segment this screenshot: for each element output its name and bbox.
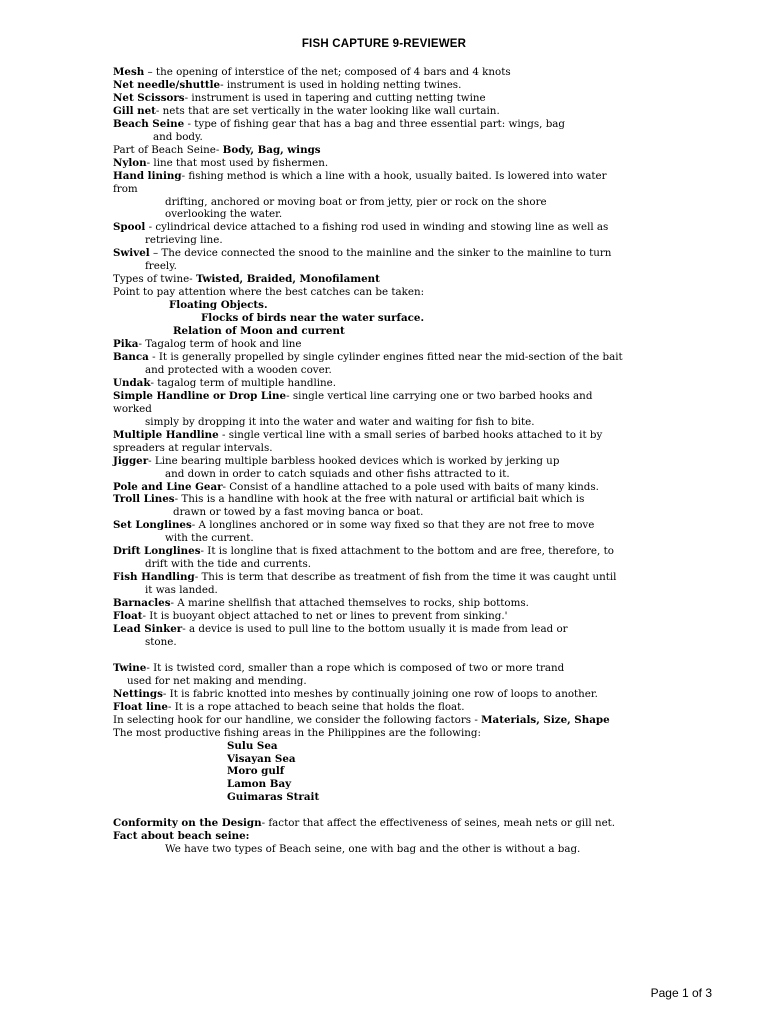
- text-line: [113, 740, 703, 753]
- text-line: [113, 403, 703, 416]
- text-line: [113, 610, 703, 623]
- text-line: [113, 364, 703, 377]
- term: Float line: [113, 700, 168, 713]
- text-line: [113, 727, 703, 740]
- term: Sulu Sea: [227, 739, 278, 752]
- text-line: [113, 442, 703, 455]
- text-line: [113, 597, 703, 610]
- definition: - It is longline that is fixed attachment to the bottom and are free, therefore, to: [200, 545, 614, 558]
- text-line: [113, 481, 703, 494]
- term: Pika: [113, 338, 139, 351]
- term: Jigger: [113, 454, 149, 467]
- text-line: [113, 545, 703, 558]
- definition: The most productive fishing areas in the Philippines are the following:: [113, 726, 481, 739]
- definition: Types of twine-: [113, 273, 196, 286]
- answer: Materials, Size, Shape: [481, 713, 610, 726]
- term: Lead Sinker: [113, 622, 183, 635]
- definition: overlooking the water.: [165, 208, 283, 221]
- definition: - fishing method is which a line with a hook, usually baited. Is lowered into water: [181, 169, 607, 182]
- text-line: [113, 468, 703, 481]
- definition: drifting, anchored or moving boat or from jetty, pier or rock on the shore: [165, 195, 547, 208]
- text-line: [113, 273, 703, 286]
- document-title: FISH CAPTURE 9-REVIEWER: [301, 38, 467, 50]
- definition: and body.: [153, 130, 203, 143]
- text-line: [113, 817, 703, 830]
- text-line: [113, 830, 703, 843]
- definition: used for net making and mending.: [127, 674, 307, 687]
- text-line: [113, 558, 703, 571]
- definition: it was landed.: [145, 584, 218, 597]
- definition: Part of Beach Seine-: [113, 143, 223, 156]
- text-line: [113, 351, 703, 364]
- term: Gill net: [113, 104, 156, 117]
- definition: freely.: [145, 260, 177, 273]
- term: Spool: [113, 221, 146, 234]
- definition: In selecting hook for our handline, we consider the following factors -: [113, 713, 482, 726]
- text-line: [113, 390, 703, 403]
- definition: retrieving line.: [145, 234, 223, 247]
- text-line: [113, 221, 703, 234]
- definition: - instrument is used in tapering and cutting netting twine: [184, 91, 486, 104]
- text-line: [113, 532, 703, 545]
- term: Guimaras Strait: [227, 791, 320, 804]
- term: Relation of Moon and current: [173, 325, 345, 338]
- term: Visayan Sea: [227, 752, 296, 765]
- text-line: [113, 312, 703, 325]
- text-line: [113, 286, 703, 299]
- text-line: [113, 299, 703, 312]
- text-line: [113, 196, 703, 209]
- definition: - tagalog term of multiple handline.: [150, 376, 337, 389]
- term: Nylon: [113, 156, 147, 169]
- text-line: [113, 234, 703, 247]
- term: Float: [113, 610, 143, 623]
- definition: - This is term that describe as treatment of fish from the time it was caught until: [194, 571, 617, 584]
- definition: - It is twisted cord, smaller than a rope which is composed of two or more trand: [146, 661, 565, 674]
- term: Mesh: [113, 66, 145, 78]
- text-line: [113, 118, 703, 131]
- definition: drawn or towed by a fast moving banca or boat.: [173, 506, 424, 519]
- text-line: [113, 429, 703, 442]
- definition: - It is a rope attached to beach seine that holds the float.: [167, 700, 465, 713]
- definition: - single vertical line carrying one or two barbed hooks and: [286, 389, 593, 402]
- definition: simply by dropping it into the water and water and waiting for fish to bite.: [145, 415, 535, 428]
- definition: - Line bearing multiple barbless hooked devices which is worked by jerking up: [148, 454, 560, 467]
- term: Flocks of birds near the water surface.: [201, 312, 425, 325]
- text-line: [113, 170, 703, 183]
- term: Troll Lines: [113, 493, 175, 506]
- text-line: [113, 144, 703, 157]
- text-line: [113, 377, 703, 390]
- text-line: [113, 765, 703, 778]
- term: Multiple Handline: [113, 428, 219, 441]
- term: Drift Longlines: [113, 545, 201, 558]
- definition: - A marine shellfish that attached themselves to rocks, ship bottoms.: [170, 597, 529, 610]
- answer: Body, Bag, wings: [222, 143, 321, 156]
- document-body: [113, 66, 703, 856]
- text-line: [113, 493, 703, 506]
- definition: drift with the tide and currents.: [145, 558, 312, 571]
- definition: - factor that affect the effectiveness of seines, meah nets or gill net.: [261, 817, 616, 830]
- text-line: [113, 753, 703, 766]
- definition: - cylindrical device attached to a fishing rod used in winding and stowing line as well as: [145, 221, 609, 234]
- text-line: [113, 92, 703, 105]
- definition: - This is a handline with hook at the free with natural or artificial bait which is: [174, 493, 585, 506]
- text-line: [113, 131, 703, 144]
- text-line: [113, 623, 703, 636]
- text-line: [113, 714, 703, 727]
- answer: Twisted, Braided, Monofilament: [195, 273, 380, 286]
- term: Simple Handline or Drop Line: [113, 389, 287, 402]
- term: Banca: [113, 350, 149, 363]
- text-line: [113, 183, 703, 196]
- definition: - type of fishing gear that has a bag and three essential part: wings, bag: [184, 117, 566, 130]
- text-line: [113, 843, 703, 856]
- definition: stone.: [145, 635, 177, 648]
- text-line: [113, 416, 703, 429]
- page-number: Page 1 of 3: [650, 986, 712, 1000]
- definition: We have two types of Beach seine, one with bag and the other is without a bag.: [165, 843, 581, 856]
- definition: - It is fabric knotted into meshes by continually joining one row of loops to another.: [162, 687, 598, 700]
- text-line: [113, 636, 703, 649]
- text-line: [113, 584, 703, 597]
- definition: spreaders at regular intervals.: [113, 441, 273, 454]
- term: Fact about beach seine:: [113, 830, 250, 843]
- text-line: [113, 157, 703, 170]
- text-line: [113, 79, 703, 92]
- definition: and protected with a wooden cover.: [145, 363, 332, 376]
- term: Hand lining: [113, 169, 182, 182]
- text-line: [113, 688, 703, 701]
- definition: - It is buoyant object attached to net or lines to prevent from sinking.': [142, 610, 508, 623]
- text-line: [113, 338, 703, 351]
- term: Lamon Bay: [227, 778, 292, 791]
- term: Twine: [113, 661, 147, 674]
- text-line: [113, 778, 703, 791]
- term: Barnacles: [113, 597, 171, 610]
- definition: - A longlines anchored or in some way fixed so that they are not free to move: [191, 519, 595, 532]
- definition: - a device is used to pull line to the bottom usually it is made from lead or: [182, 622, 568, 635]
- term: Moro gulf: [227, 765, 285, 778]
- term: Net Scissors: [113, 91, 185, 104]
- definition: - It is generally propelled by single cylinder engines fitted near the mid-section of the bait: [148, 350, 623, 363]
- definition: – the opening of interstice of the net; composed of 4 bars and 4 knots: [144, 66, 511, 78]
- term: Swivel: [113, 247, 150, 260]
- definition: - Consist of a handline attached to a pole used with baits of many kinds.: [222, 480, 599, 493]
- text-line: [113, 325, 703, 338]
- text-line: [113, 506, 703, 519]
- definition: - single vertical line with a small series of barbed hooks attached to it by: [218, 428, 603, 441]
- text-line: [113, 519, 703, 532]
- definition: - instrument is used in holding netting twines.: [220, 78, 462, 91]
- text-line: [113, 66, 703, 79]
- text-line: [113, 701, 703, 714]
- term: Beach Seine: [113, 117, 185, 130]
- term: Fish Handling: [113, 571, 195, 584]
- blank-line: [113, 804, 703, 817]
- text-line: [113, 247, 703, 260]
- text-line: [113, 208, 703, 221]
- definition: and down in order to catch squiads and other fishs attracted to it.: [165, 467, 510, 480]
- text-line: [113, 571, 703, 584]
- text-line: [113, 455, 703, 468]
- text-line: [113, 662, 703, 675]
- term: Set Longlines: [113, 519, 192, 532]
- text-line: [113, 260, 703, 273]
- definition: Point to pay attention where the best catches can be taken:: [113, 286, 425, 299]
- blank-line: [113, 649, 703, 662]
- definition: worked: [113, 402, 152, 415]
- definition: with the current.: [165, 532, 254, 545]
- term: Net needle/shuttle: [113, 78, 221, 91]
- text-line: [113, 791, 703, 804]
- term: Undak: [113, 376, 151, 389]
- definition: - nets that are set vertically in the water looking like wall curtain.: [155, 104, 500, 117]
- definition: – The device connected the snood to the mainline and the sinker to the mainline to turn: [149, 247, 612, 260]
- text-line: [113, 105, 703, 118]
- definition: - line that most used by fishermen.: [146, 156, 329, 169]
- term: Nettings: [113, 687, 163, 700]
- term: Conformity on the Design: [113, 817, 262, 830]
- definition: from: [113, 182, 138, 195]
- text-line: [113, 675, 703, 688]
- definition: - Tagalog term of hook and line: [138, 338, 302, 351]
- term: Pole and Line Gear: [113, 480, 223, 493]
- term: Floating Objects.: [169, 299, 268, 312]
